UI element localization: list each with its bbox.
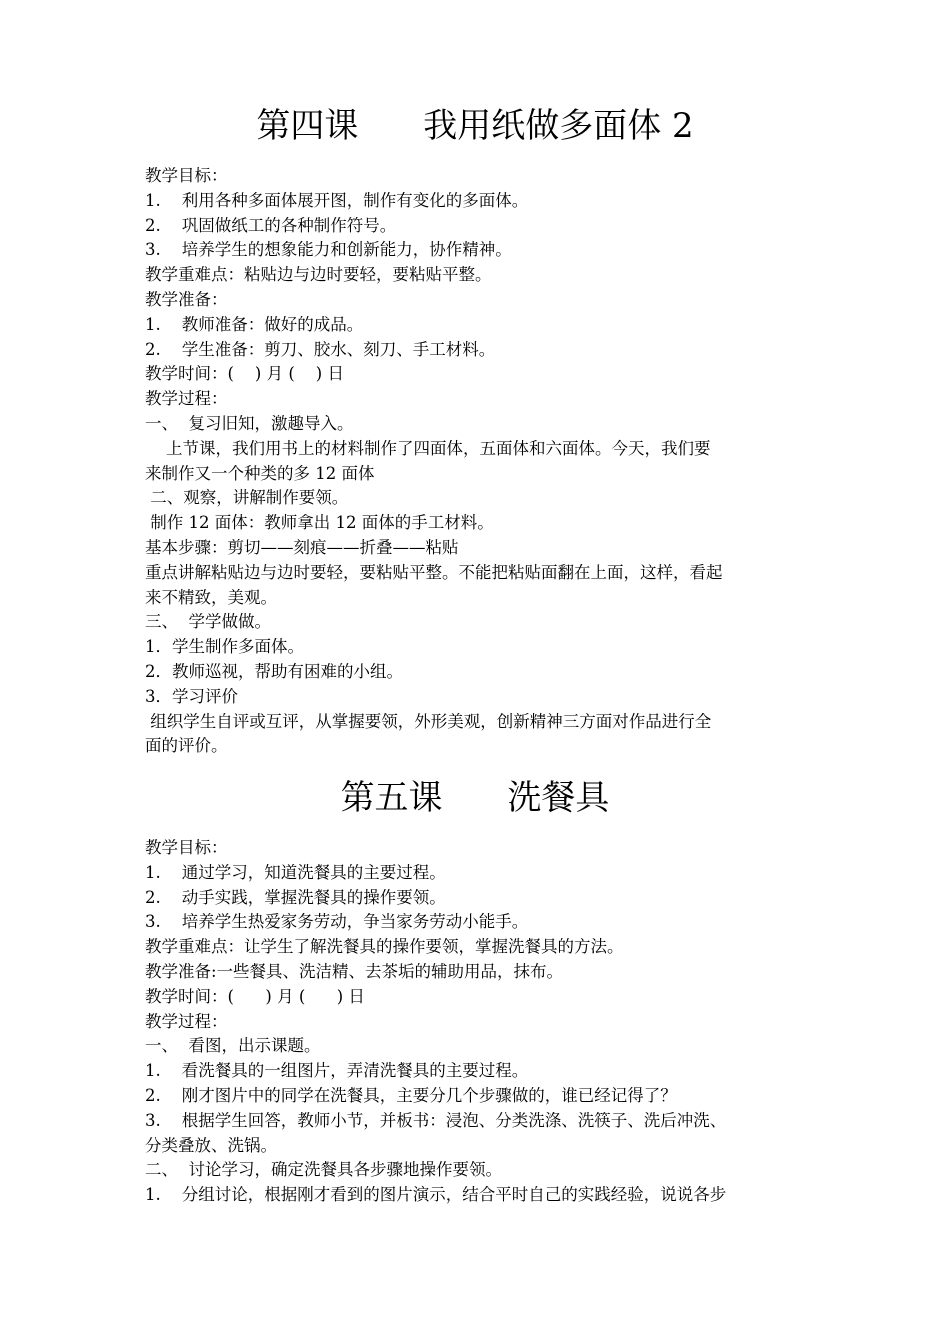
text-line: 分类叠放、洗锅。 bbox=[145, 1135, 277, 1155]
text-line: 2. 动手实践，掌握洗餐具的操作要领。 bbox=[145, 887, 446, 907]
lesson-4-title: 第四课 我用纸做多面体 2 bbox=[256, 106, 694, 146]
text-line: 制作 12 面体：教师拿出 12 面体的手工材料。 bbox=[145, 513, 494, 533]
text-line: 一、 复习旧知，激趣导入。 bbox=[145, 413, 354, 433]
text-line: 3．学习评价 bbox=[145, 686, 238, 706]
text-line: 1. 通过学习，知道洗餐具的主要过程。 bbox=[145, 862, 446, 882]
lesson-5-body bbox=[145, 836, 810, 1208]
text-line: 一、 看图，出示课题。 bbox=[145, 1036, 321, 1056]
text-line: 1. 分组讨论，根据刚才看到的图片演示，结合平时自己的实践经验，说说各步 bbox=[145, 1185, 727, 1205]
text-line: 二、 讨论学习，确定洗餐具各步骤地操作要领。 bbox=[145, 1160, 502, 1180]
text-line: 1. 看洗餐具的一组图片，弄清洗餐具的主要过程。 bbox=[145, 1061, 529, 1081]
text-line: 1．学生制作多面体。 bbox=[145, 637, 304, 657]
text-line: 上节课，我们用书上的材料制作了四面体，五面体和六面体。今天，我们要 bbox=[145, 438, 711, 458]
text-line: 教学目标： bbox=[145, 166, 228, 185]
text-line: 面的评价。 bbox=[145, 736, 228, 756]
text-line: 教学准备： bbox=[145, 289, 228, 309]
text-line: 组织学生自评或互评，从掌握要领，外形美观，创新精神三方面对作品进行全 bbox=[145, 711, 712, 731]
text-line: 三、 学学做做。 bbox=[145, 612, 271, 632]
text-line: 教学目标： bbox=[145, 838, 228, 857]
text-line: 1. 教师准备：做好的成品。 bbox=[145, 314, 364, 334]
text-line: 2. 刚才图片中的同学在洗餐具，主要分几个步骤做的，谁已经记得了？ bbox=[145, 1085, 677, 1105]
text-line: 2. 巩固做纸工的各种制作符号。 bbox=[145, 215, 397, 235]
lesson-5-title: 第五课 洗餐具 bbox=[340, 778, 610, 818]
text-line: 重点讲解粘贴边与边时要轻，要粘贴平整。不能把粘贴面翻在上面，这样，看起 bbox=[145, 562, 723, 582]
text-line: 2．教师巡视，帮助有困难的小组。 bbox=[145, 661, 403, 681]
text-line: 教学过程： bbox=[145, 1011, 228, 1031]
text-line: 1. 利用各种多面体展开图，制作有变化的多面体。 bbox=[145, 190, 529, 210]
text-line: 教学过程： bbox=[145, 389, 228, 409]
text-line: 基本步骤：剪切——刻痕——折叠——粘贴 bbox=[145, 537, 459, 557]
text-line: 教学准备:一些餐具、洗洁精、去茶垢的辅助用品，抹布。 bbox=[145, 961, 564, 981]
text-line: 2. 学生准备：剪刀、胶水、刻刀、手工材料。 bbox=[145, 339, 496, 359]
text-line: 来不精致，美观。 bbox=[145, 587, 277, 607]
text-line: 来制作又一个种类的多 12 面体 bbox=[145, 463, 375, 483]
text-line: 教学时间：( ) 月 ( ) 日 bbox=[145, 364, 344, 384]
text-line: 教学时间：( ) 月 ( ) 日 bbox=[145, 986, 365, 1006]
text-line: 3. 根据学生回答，教师小节，并板书：浸泡、分类洗涤、洗筷子、洗后冲洗、 bbox=[145, 1110, 727, 1130]
text-line: 3. 培养学生热爱家务劳动，争当家务劳动小能手。 bbox=[145, 912, 529, 932]
text-line: 教学重难点：让学生了解洗餐具的操作要领，掌握洗餐具的方法。 bbox=[145, 937, 624, 957]
text-line: 教学重难点：粘贴边与边时要轻，要粘贴平整。 bbox=[145, 265, 492, 285]
text-line: 二、观察，讲解制作要领。 bbox=[145, 488, 349, 508]
lesson-4-body bbox=[145, 164, 810, 759]
text-line: 3. 培养学生的想象能力和创新能力，协作精神。 bbox=[145, 240, 512, 260]
